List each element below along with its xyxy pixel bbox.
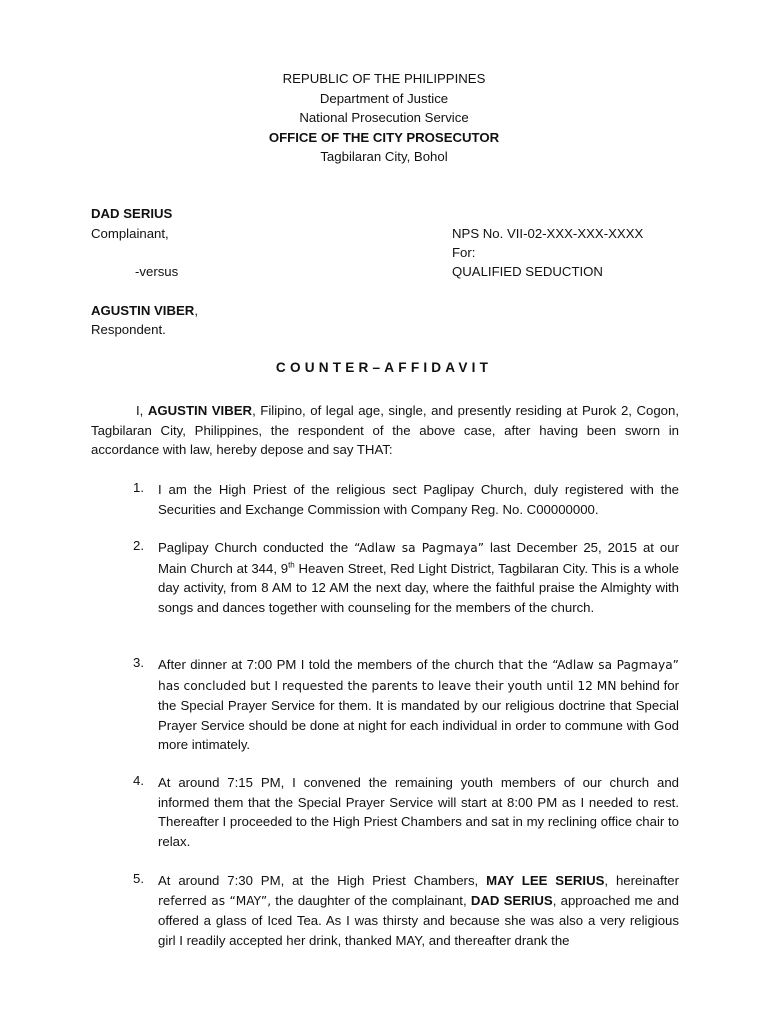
list-item: [133, 871, 679, 950]
respondent-line: [91, 303, 198, 318]
complainant-label: Complainant,: [91, 226, 169, 241]
item5-part-a: At around 7:30 PM, at the High Priest Chambers,: [158, 873, 487, 888]
list-item: [133, 538, 679, 617]
list-item-text: [158, 538, 679, 617]
header-service: National Prosecution Service: [299, 110, 469, 126]
header-office: OFFICE OF THE CITY PROSECUTOR: [268, 129, 500, 145]
item5-part-g: , approached me and offered a glass of Iced Tea. As I was thirsty and because she was also a very religious girl I readily accepted her drink, thanked MAY, and thereafter drank the: [158, 892, 680, 948]
for-label: For:: [452, 245, 476, 260]
intro-affiant-name: AGUSTIN VIBER: [147, 403, 253, 418]
list-item-text: [158, 655, 679, 755]
intro-post: , Filipino, of legal age, single, and presently residing at Purok 2, Cogon, Tagbilaran City, Philippines, the respondent of the above case, after having been sworn in accordance with law, hereby depose and say THAT:: [91, 403, 680, 458]
item3-part-c: behind for the Special Prayer Service for them. It is mandated by our religious doctrine that Special Prayer Service should be done at night for each individual in order to commune with God more intimately.: [158, 677, 679, 753]
list-item: [133, 773, 679, 851]
intro-pre: I,: [136, 403, 148, 418]
document-header: [0, 69, 768, 167]
item2-event-name: “Adlaw sa Pagmaya”: [354, 541, 485, 555]
respondent-label: Respondent.: [91, 322, 166, 337]
list-item-number: 2.: [133, 538, 144, 553]
item5-may-name: MAY LEE SERIUS: [486, 873, 605, 888]
list-item-number: 4.: [133, 773, 144, 788]
list-item-text: At around 7:15 PM, I convened the remaining youth members of our church and informed them that the Special Prayer Service will start at 8:00 PM as I needed to rest. Thereafter I proceeded to the High Priest Chambers and sat in my reclining office chair to relax.: [158, 775, 679, 849]
respondent-comma: ,: [194, 303, 198, 318]
header-republic: REPUBLIC OF THE PHILIPPINES: [282, 71, 486, 86]
item5-part-c: , hereinafter: [604, 873, 679, 888]
item2-part-d: Heaven Street, Red Light District, Tagbilaran City. This is a whole day activity, from 8 AM to 12 AM the next day, where the faithful praise the Almighty with songs and dances together with counseling for the members of the church.: [158, 560, 679, 615]
item5-referred-as: referred as “MAY”,: [158, 893, 272, 908]
list-item-text: I am the High Priest of the religious sect Paglipay Church, duly registered with the Securities and Exchange Commission with Company Reg. No. C00000000.: [158, 482, 679, 517]
list-item-number: 3.: [133, 655, 144, 670]
item2-ordinal: th: [288, 560, 295, 570]
item5-dad-name: DAD SERIUS: [470, 892, 553, 908]
item2-part-a: Paglipay Church conducted the: [158, 540, 355, 555]
respondent-name: AGUSTIN VIBER: [91, 303, 195, 318]
header-city: Tagbilaran City, Bohol: [320, 149, 448, 165]
list-item-number: 5.: [133, 871, 144, 886]
header-department: Department of Justice: [319, 90, 449, 106]
item3-part-a: After dinner at 7:00 PM I told the members of the church: [158, 657, 499, 672]
intro-paragraph: [91, 401, 679, 460]
versus-label: -versus: [135, 264, 179, 279]
complainant-name: DAD SERIUS: [91, 206, 173, 221]
item5-part-e: the daughter of the complainant,: [271, 892, 471, 908]
list-item: [133, 480, 679, 519]
charge-label: QUALIFIED SEDUCTION: [452, 264, 603, 279]
item3-part-b: that the “Adlaw sa Pagmaya” has concluded but I requested the parents to leave their youth until 12 MN: [158, 658, 679, 693]
list-item-text: [158, 871, 679, 950]
nps-number: NPS No. VII-02-XXX-XXX-XXXX: [452, 226, 644, 241]
list-item-number: 1.: [133, 480, 144, 495]
document-title: COUNTER–AFFIDAVIT: [275, 360, 493, 375]
list-item: [133, 655, 679, 755]
item2-part-c: last December 25, 2015 at our Main Church at 344, 9: [158, 540, 679, 576]
